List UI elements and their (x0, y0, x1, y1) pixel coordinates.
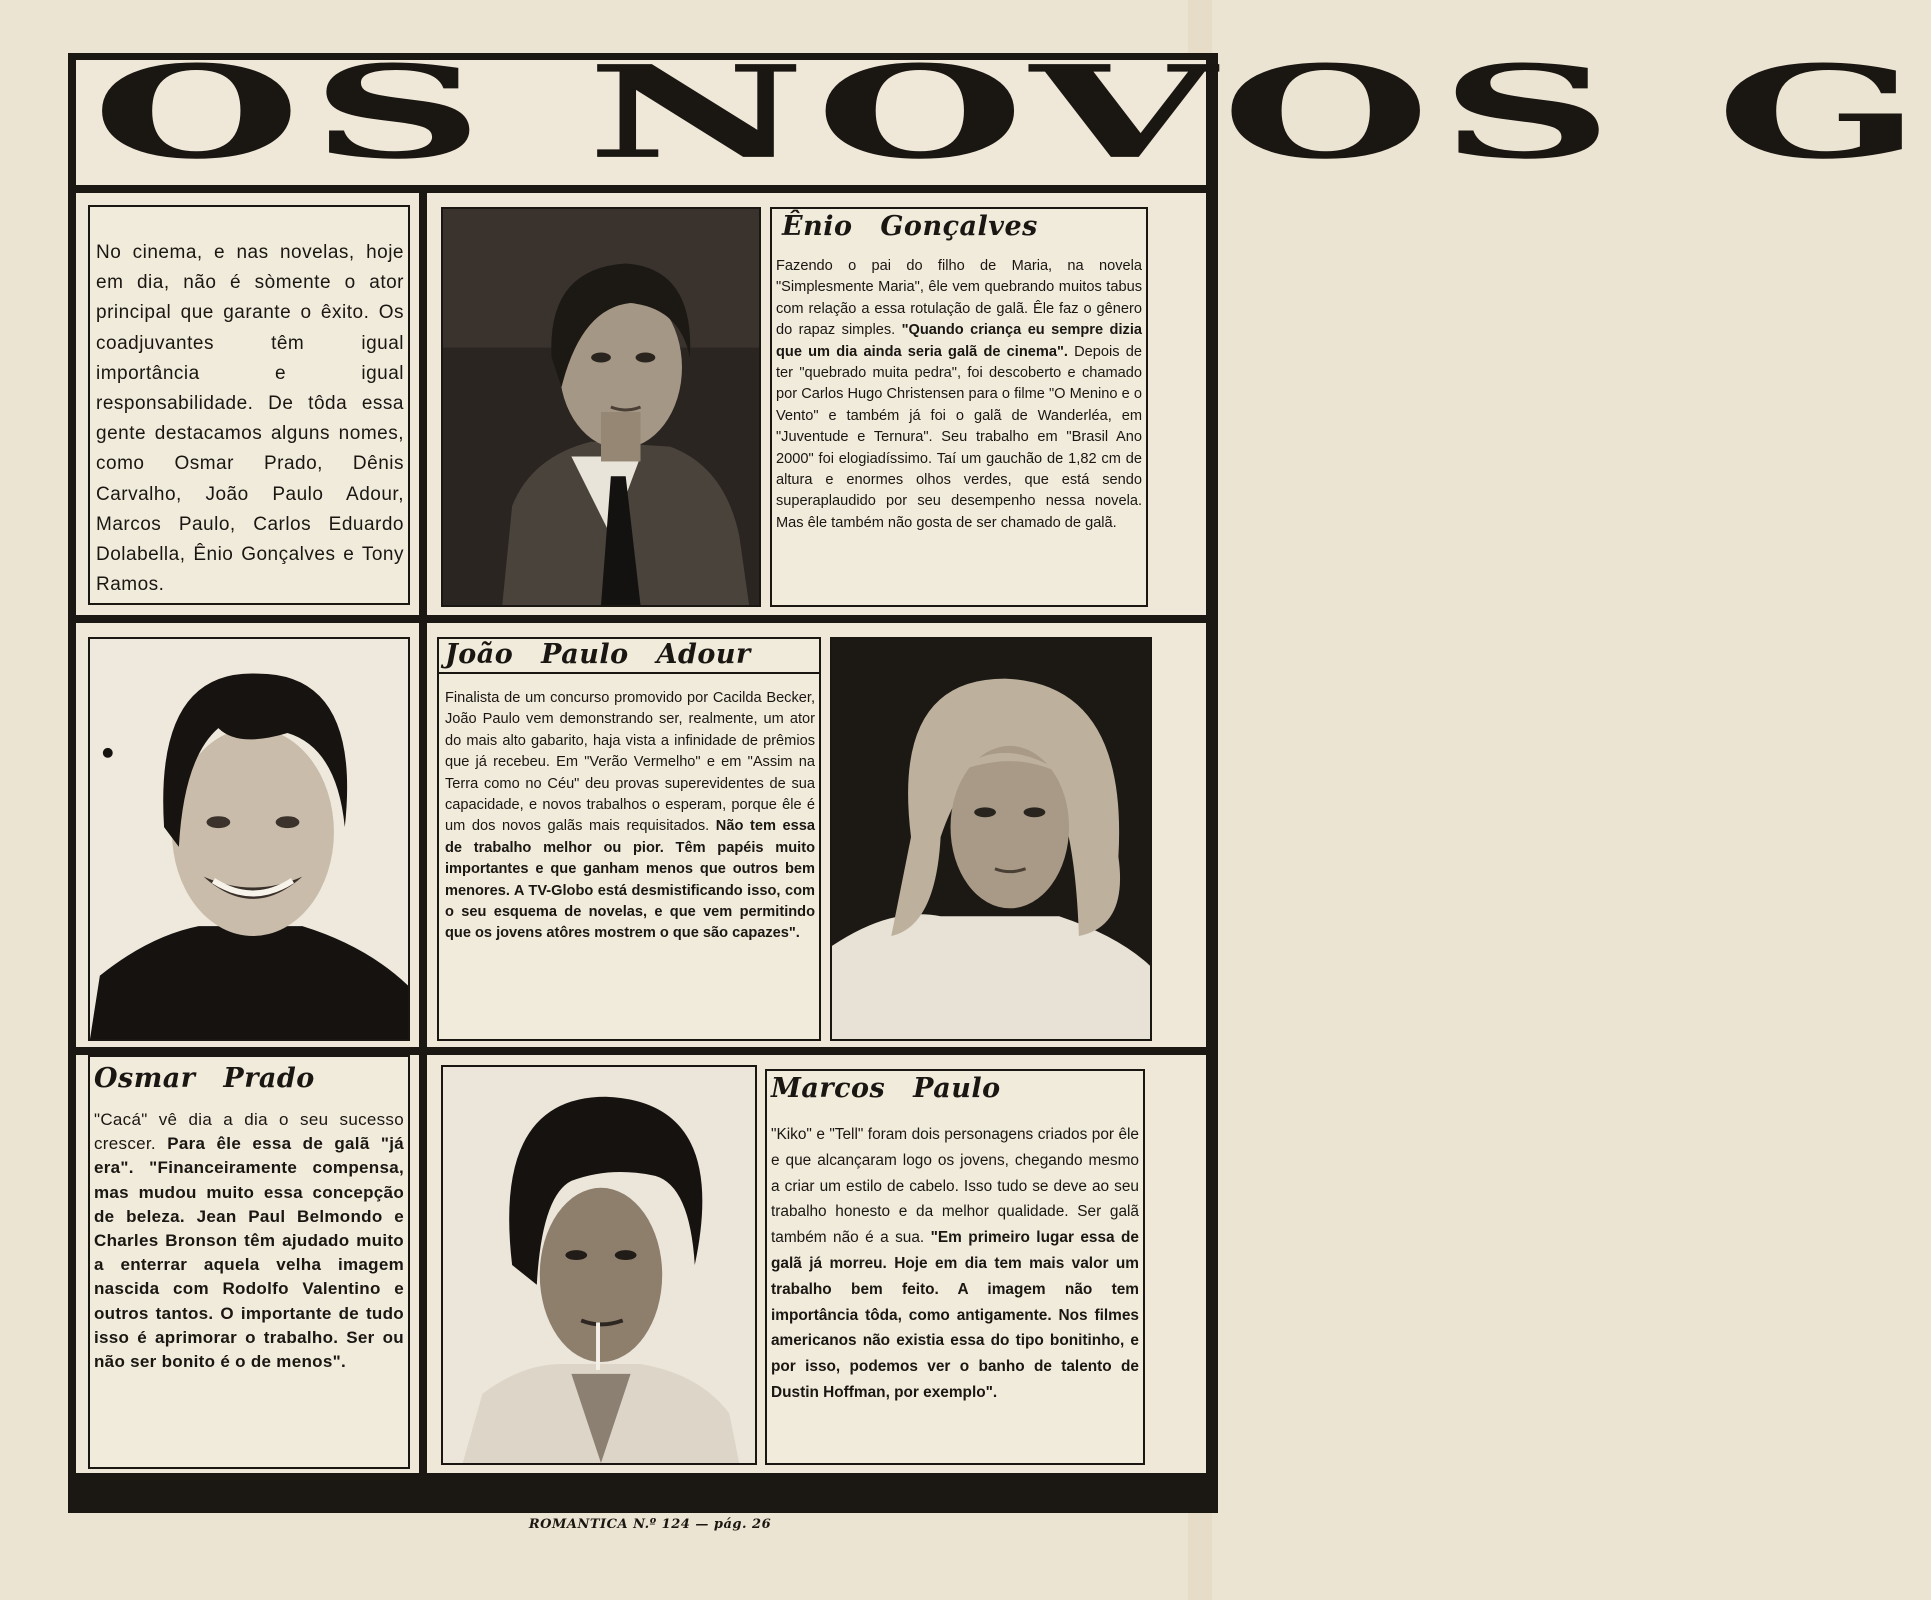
enio-quote: "Quando criança eu sempre dizia que um dia ainda seria galã de cinema". (776, 322, 1142, 360)
joao-text-1: Finalista de um concurso promovido por Cacilda Becker, João Paulo vem demonstrando ser, realmente, um ator do mais alto gabarito, haja vista a infinidade de prêmios que já recebeu. Em "Verão Vermelho" e em "Assim na Terra como no Céu" deu provas superevidentes de sua capacidade, e novos trabalhos o esperam, porque êle é um dos novos galãs mais requisitados. (445, 690, 815, 835)
joao-photo (88, 637, 410, 1041)
joao-portrait (90, 639, 408, 1039)
enio-text-2: Depois de ter "quebrado muita pedra", foi descoberto e chamado por Carlos Hugo Christensen para o filme "O Menino e o Vento" e também já foi o galã de Wanderléa, em "Juventude e Ternura". Seu trabalho em "Brasil Ano 2000" foi elogiadíssimo. Taí um gauchão de 1,82 cm de altura e enormes olhos verdes, que está sendo superaplaudido por seu desempenho nessa novela. Mas êle também não gosta de ser chamado de galã. (776, 343, 1142, 531)
headline: OS NOVOS G (92, 37, 1931, 188)
long-hair-portrait (832, 639, 1150, 1039)
enio-photo (441, 207, 761, 607)
osmar-article (94, 1108, 404, 1374)
intro-text: No cinema, e nas novelas, hoje em dia, não é sòmente o ator principal que garante o êxito. Os coadjuvantes têm igual importância e igual responsabilidade. De tôda essa gente destacamos alguns nomes, como Osmar Prado, Dênis Carvalho, João Paulo Adour, Marcos Paulo, Carlos Eduardo Dolabella, Ênio Gonçalves e Tony Ramos. (96, 242, 404, 596)
osmar-cell (76, 1055, 419, 1473)
marcos-article (771, 1122, 1139, 1406)
joao-name: João Paulo Adour (439, 639, 819, 674)
marcos-portrait (443, 1067, 755, 1463)
enio-cell (427, 193, 1206, 615)
osmar-name: Osmar Prado (94, 1063, 315, 1094)
osmar-text-1: "Cacá" vê dia a dia o seu sucesso crescer. (94, 1110, 404, 1154)
enio-article-box (770, 207, 1148, 607)
osmar-article-box (88, 1055, 410, 1469)
enio-name: Ênio Gonçalves (782, 211, 1038, 242)
page-footer: ROMANTICA N.º 124 — pág. 26 (528, 1517, 772, 1532)
marcos-photo (441, 1065, 757, 1465)
joao-article-box (437, 637, 821, 1041)
marcos-name: Marcos Paulo (771, 1073, 1001, 1104)
joao-quote: Não tem essa de trabalho melhor ou pior. Têm papéis muito importantes e que ganham menos que outros bem menores. A TV-Globo está desmistificando isso, com o seu esquema de novelas, e que vem permitindo que os jovens atôres mostrem o que são capazes". (445, 818, 815, 942)
joao-article (445, 688, 815, 945)
marcos-text-1: "Kiko" e "Tell" foram dois personagens criados por êle e que alcançaram logo os jovens, chegando mesmo a criar um estilo de cabelo. Isso tudo se deve ao seu trabalho honesto e da melhor qualidade. Ser galã também não é a sua. (771, 1126, 1139, 1247)
marcos-cell (427, 1055, 1206, 1473)
enio-portrait (443, 209, 759, 605)
joao-article-cell (427, 623, 1206, 1047)
joao-paulo-photo (830, 637, 1152, 1041)
headline-band (76, 37, 1931, 188)
intro-box (88, 205, 410, 605)
marcos-quote: "Em primeiro lugar essa de galã já morreu. Hoje em dia tem mais valor um trabalho bem feito. A imagem não tem importância tôda, como antigamente. Nos filmes americanos não existia essa do tipo bonitinho, e por isso, podemos ver o banho de talento de Dustin Hoffman, por exemplo". (771, 1229, 1139, 1401)
joao-photo-cell (76, 623, 419, 1047)
enio-text-1: Fazendo o pai do filho de Maria, na novela "Simplesmente Maria", êle vem quebrando muitos tabus com relação a essa rotulação de galã. Êle faz o gênero do rapaz simples. (776, 258, 1142, 339)
osmar-quote: Para êle essa de galã "já era". "Financeiramente compensa, mas mudou muito essa concepção de beleza. Jean Paul Belmondo e Charles Bronson têm ajudado muito a enterrar aquela velha imagem nascida com Rodolfo Valentino e outros tantos. O importante de tudo isso é aprimorar o trabalho. Ser ou não ser bonito é o de menos". (94, 1134, 404, 1372)
marcos-article-box (765, 1069, 1145, 1465)
enio-article (776, 256, 1142, 534)
intro-cell (76, 193, 419, 615)
